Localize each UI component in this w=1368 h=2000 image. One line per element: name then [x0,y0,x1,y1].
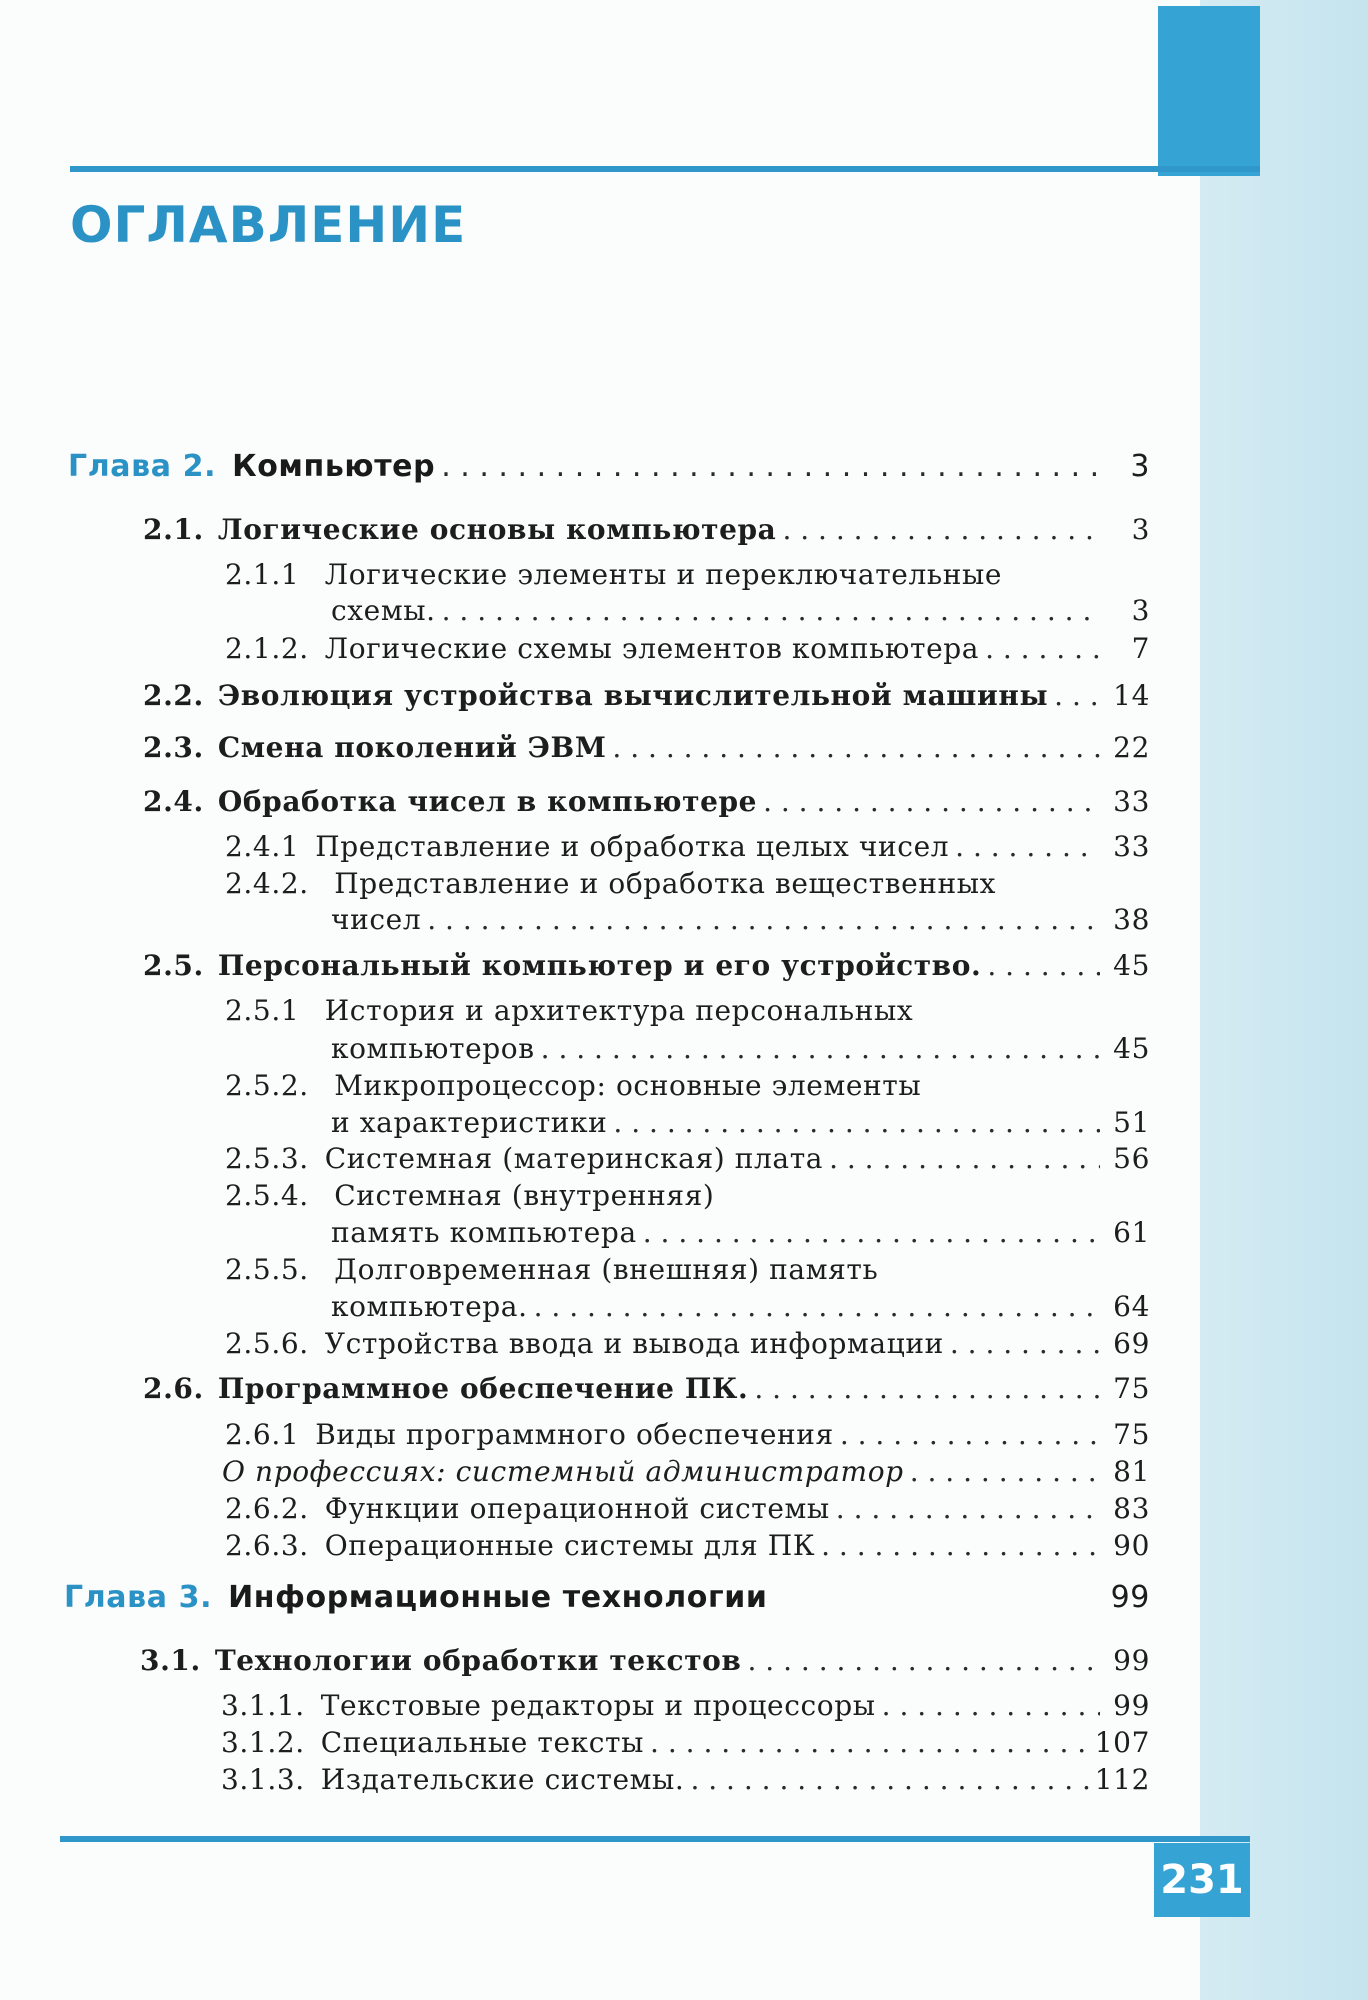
leader-dots [904,1455,1100,1489]
entry-title: Специальные тексты [320,1726,645,1759]
page-ref: 7 [1131,632,1150,665]
leader-dots [981,949,1100,983]
entry-title-continued: чисел [331,903,422,936]
toc-entry-2-5-2[interactable] [225,1069,921,1103]
leader-dots [535,1032,1100,1066]
leader-dots [757,785,1100,819]
page-ref: 45 [1113,1032,1150,1065]
leader-dots [606,731,1100,765]
toc-entry-3-1[interactable] [140,1644,1150,1678]
entry-number: 2.4.2. [225,867,309,900]
toc-entry-2-6-3[interactable] [225,1529,1150,1563]
leader-dots [830,1492,1100,1526]
toc-entry-2-2[interactable] [143,679,1150,713]
entry-number: 2.6.1 [225,1418,300,1451]
toc-entry-2-5[interactable] [143,949,1150,983]
entry-title: Логические основы компьютера [217,513,777,546]
leader-dots [834,1418,1100,1452]
entry-number: 3.1.3. [221,1763,305,1796]
toc-entry-2-4[interactable] [143,785,1150,819]
page-ref: 3 [1131,513,1150,546]
toc-entry-2-6-2[interactable] [225,1492,1150,1526]
entry-title-continued: и характеристики [331,1106,608,1139]
entry-number: 2.3. [143,731,204,764]
entry-number: 2.5. [143,949,204,982]
entry-title: Издательские системы. [320,1763,685,1796]
toc-chapter-2[interactable] [68,450,1150,484]
toc-entry-2-5-4[interactable] [225,1179,714,1213]
entry-number: 2.5.1 [225,994,300,1027]
leader-dots [748,1372,1100,1406]
leader-dots [1048,679,1100,713]
entry-title: Виды программного обеспечения [315,1418,834,1451]
toc-entry-2-5-3[interactable] [225,1142,1150,1176]
page-ref: 61 [1113,1216,1150,1249]
side-color-band [1200,0,1368,2000]
toc-entry-2-5-1-cont[interactable] [331,1032,1150,1066]
leader-dots [528,1290,1100,1324]
page-ref: 45 [1113,949,1150,982]
page-number-box [1154,1843,1250,1917]
toc-entry-2-6[interactable] [143,1372,1150,1406]
page-ref: 64 [1113,1290,1150,1323]
leader-dots [607,1106,1100,1140]
toc-entry-2-5-2-cont[interactable] [331,1106,1150,1140]
header-rule [70,166,1260,172]
page-ref: 75 [1113,1372,1150,1405]
toc-entry-2-3[interactable] [143,731,1150,765]
entry-title: Персональный компьютер и его устройство. [217,949,982,982]
entry-number: 2.1. [143,513,204,546]
entry-number: 2.4. [143,785,204,818]
toc-entry-profession[interactable] [222,1455,1150,1489]
leader-dots [644,1726,1095,1760]
toc-entry-2-1[interactable] [143,513,1150,547]
entry-title: Логические схемы элементов компьютера [324,632,980,665]
leader-dots [637,1216,1100,1250]
leader-dots [815,1529,1100,1563]
page-ref: 14 [1113,679,1150,712]
entry-title: Эволюция устройства вычислительной машины [217,679,1049,712]
leader-dots [979,632,1100,666]
page-ref: 75 [1113,1418,1150,1451]
entry-number: 2.5.4. [225,1179,309,1212]
entry-number: 2.1.2. [225,632,309,665]
toc-entry-2-1-2[interactable] [225,632,1150,666]
entry-number: 3.1.1. [221,1689,305,1722]
page-ref: 83 [1113,1492,1150,1525]
page-ref: 38 [1113,903,1150,936]
corner-color-tab [1158,6,1260,176]
entry-title: Технологии обработки текстов [214,1644,742,1677]
toc-entry-2-5-6[interactable] [225,1327,1150,1361]
entry-number: 2.5.3. [225,1142,309,1175]
page-number: 231 [1160,1857,1244,1903]
leader-dots [435,450,1100,484]
entry-title: Программное обеспечение ПК. [217,1372,749,1405]
page-ref: 69 [1113,1327,1150,1360]
entry-title: Текстовые редакторы и процессоры [320,1689,876,1722]
page-ref: 3 [1130,449,1150,484]
entry-title: Долговременная (внешняя) память [334,1253,879,1286]
chapter-title: Информационные технологии [228,1580,768,1615]
toc-entry-3-1-1[interactable] [221,1689,1150,1723]
entry-title-continued: компьютера. [331,1290,528,1323]
entry-title: Функции операционной системы [324,1492,830,1525]
page-ref: 99 [1113,1689,1150,1722]
entry-title: Системная (материнская) плата [324,1142,824,1175]
entry-number: 2.6.3. [225,1529,309,1562]
toc-entry-2-5-1[interactable] [225,994,913,1028]
entry-title: История и архитектура персональных [324,994,914,1027]
entry-title: Представление и обработка вещественных [334,867,997,900]
entry-title: Обработка чисел в компьютере [217,785,758,818]
entry-title: Системная (внутренняя) [334,1179,715,1212]
entry-title: Операционные системы для ПК [324,1529,816,1562]
toc-entry-2-6-1[interactable] [225,1418,1150,1452]
entry-title: О профессиях: системный администратор [222,1455,904,1488]
page-ref: 99 [1110,1580,1150,1615]
page-ref: 56 [1113,1142,1150,1175]
chapter-label: Глава 2. [68,449,217,484]
page-ref: 3 [1131,594,1150,627]
page-ref: 90 [1113,1529,1150,1562]
toc-chapter-3[interactable] [64,1581,1150,1615]
toc-entry-2-4-2[interactable] [225,867,996,901]
page-title: ОГЛАВЛЕНИЕ [70,196,467,254]
leader-dots [421,903,1100,937]
entry-title-continued: компьютеров [331,1032,535,1065]
entry-title: Логические элементы и переключательные [324,558,1003,591]
page-ref: 81 [1113,1455,1150,1488]
toc-entry-2-5-5-cont[interactable] [331,1290,1150,1324]
page-ref: 33 [1113,830,1150,863]
toc-entry-2-4-1[interactable] [225,830,1150,864]
toc-entry-3-1-3[interactable] [221,1763,1150,1797]
leader-dots [776,513,1100,547]
entry-number: 2.6.2. [225,1492,309,1525]
leader-dots [949,830,1100,864]
toc-entry-2-1-1[interactable] [225,558,1002,592]
entry-title-continued: память компьютера [331,1216,637,1249]
entry-number: 3.1. [140,1644,201,1677]
entry-number: 2.2. [143,679,204,712]
leader-dots [436,594,1100,628]
leader-dots [823,1142,1100,1176]
page-ref: 99 [1113,1644,1150,1677]
leader-dots [741,1644,1100,1678]
entry-number: 2.4.1 [225,830,300,863]
entry-title: Микропроцессор: основные элементы [334,1069,922,1102]
chapter-label: Глава 3. [64,1580,213,1615]
toc-entry-3-1-2[interactable] [221,1726,1150,1760]
toc-entry-2-4-2-cont[interactable] [331,903,1150,937]
page-ref: 112 [1094,1763,1150,1796]
entry-title: Смена поколений ЭВМ [217,731,607,764]
entry-title: Представление и обработка целых чисел [315,830,950,863]
entry-number: 2.5.6. [225,1327,309,1360]
toc-entry-2-1-1-cont[interactable] [331,594,1150,628]
entry-title-continued: схемы. [331,594,436,627]
leader-dots [684,1763,1094,1797]
leader-dots [944,1327,1100,1361]
page-ref: 33 [1113,785,1150,818]
leader-dots [876,1689,1100,1723]
entry-title: Устройства ввода и вывода информации [324,1327,944,1360]
toc-entry-2-5-5[interactable] [225,1253,878,1287]
entry-number: 2.6. [143,1372,204,1405]
toc-entry-2-5-4-cont[interactable] [331,1216,1150,1250]
entry-number: 3.1.2. [221,1726,305,1759]
chapter-title: Компьютер [232,449,436,484]
page-ref: 22 [1113,731,1150,764]
footer-rule [60,1836,1250,1842]
entry-number: 2.5.2. [225,1069,309,1102]
page-ref: 107 [1094,1726,1150,1759]
entry-number: 2.1.1 [225,558,300,591]
entry-number: 2.5.5. [225,1253,309,1286]
page-ref: 51 [1113,1106,1150,1139]
